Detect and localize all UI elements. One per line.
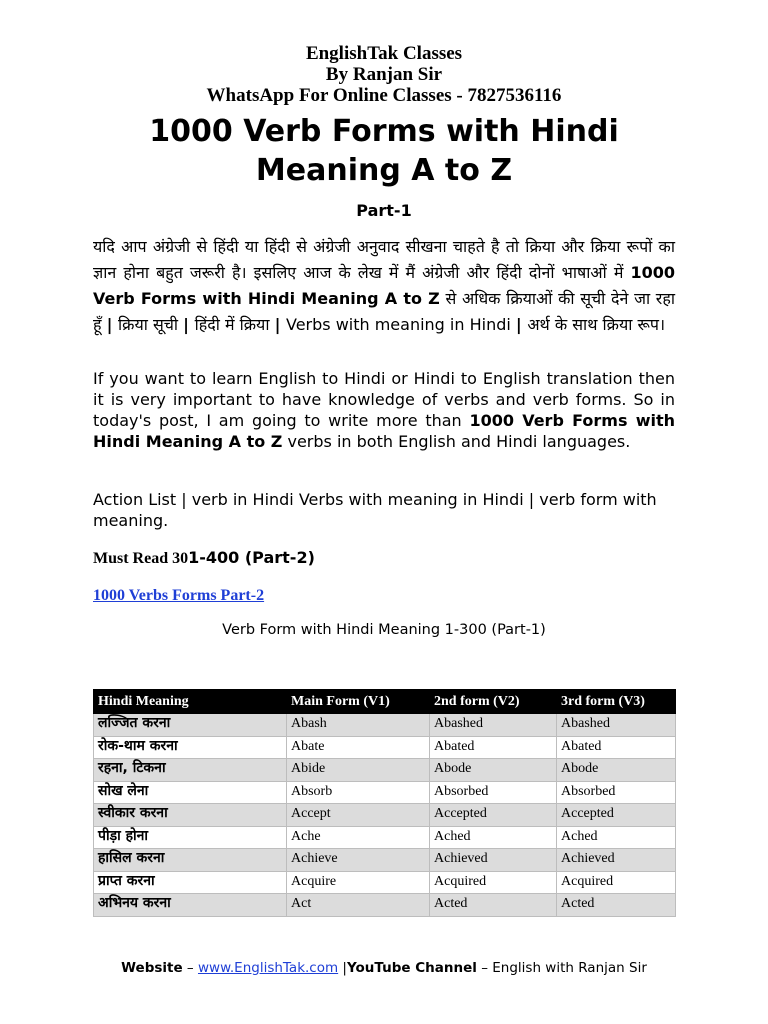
table-row <box>94 736 676 759</box>
hindi-bold-2: | <box>106 315 119 334</box>
part-label: Part-1 <box>356 201 412 220</box>
verb-forms-table <box>93 689 676 917</box>
title-line-1: 1000 Verb Forms with Hindi <box>149 114 619 149</box>
v1-cell: Achieve <box>287 849 430 872</box>
table-header-row <box>94 690 676 714</box>
hindi-meaning-cell: रहना, टिकना <box>94 759 287 782</box>
v2-cell: Abated <box>430 736 557 759</box>
action-list-paragraph: Action List | verb in Hindi Verbs with meaning in Hindi | verb form with meaning. <box>93 490 657 530</box>
english-intro-paragraph <box>93 368 675 452</box>
v1-cell: Absorb <box>287 781 430 804</box>
footer-website-label: Website <box>121 960 183 976</box>
page-title <box>0 112 768 190</box>
part-2-link[interactable]: 1000 Verbs Forms Part-2 <box>93 587 265 604</box>
v3-cell: Accepted <box>557 804 676 827</box>
hindi-text-4: हिंदी में क्रिया <box>194 315 275 334</box>
must-read-part-2: 1-400 (Part-2) <box>188 548 315 567</box>
hindi-text-1: यदि आप अंग्रेजी से हिंदी या हिंदी से अंग्रेजी अनुवाद सीखना चाहते है तो क्रिया और क्रिया रूपों का ज्ञान होना बहुत जरूरी है। इसलिए आज के लेख में मैं अंग्रेजी और हिंदी दोनों भाषाओं में <box>93 237 675 282</box>
v3-cell: Abated <box>557 736 676 759</box>
v1-cell: Acquire <box>287 871 430 894</box>
hindi-meaning-cell: पीड़ा होना <box>94 826 287 849</box>
table-row <box>94 804 676 827</box>
v2-cell: Abashed <box>430 714 557 737</box>
hindi-bold-4: | <box>274 315 286 334</box>
v2-cell: Absorbed <box>430 781 557 804</box>
column-header-v2: 2nd form (V2) <box>430 690 557 714</box>
v3-cell: Abashed <box>557 714 676 737</box>
hindi-text-6: अर्थ के साथ क्रिया रूप। <box>527 315 666 334</box>
footer-youtube-label: YouTube Channel <box>346 960 477 976</box>
hindi-meaning-cell: रोक-थाम करना <box>94 736 287 759</box>
title-line-2: Meaning A to Z <box>255 153 513 188</box>
v1-cell: Abash <box>287 714 430 737</box>
v1-cell: Accept <box>287 804 430 827</box>
v3-cell: Ached <box>557 826 676 849</box>
header-block <box>0 43 768 106</box>
must-read-line <box>93 548 315 568</box>
footer-dash-2: – <box>476 960 493 976</box>
table-row <box>94 826 676 849</box>
v1-cell: Abide <box>287 759 430 782</box>
hindi-text-5: Verbs with meaning in Hindi <box>285 315 516 334</box>
column-header-hindi: Hindi Meaning <box>94 690 287 714</box>
v3-cell: Acquired <box>557 871 676 894</box>
v1-cell: Ache <box>287 826 430 849</box>
v1-cell: Act <box>287 894 430 917</box>
column-header-v3: 3rd form (V3) <box>557 690 676 714</box>
hindi-meaning-cell: अभिनय करना <box>94 894 287 917</box>
hindi-text-2: से अधिक क्रियाओं की सूची देने जा रहा हूँ <box>93 289 675 334</box>
hindi-bold-1: 1000 Verb Forms with Hindi Meaning A to Z <box>93 263 675 308</box>
hindi-bold-5: | <box>515 315 528 334</box>
v2-cell: Abode <box>430 759 557 782</box>
v3-cell: Absorbed <box>557 781 676 804</box>
column-header-v1: Main Form (V1) <box>287 690 430 714</box>
hindi-meaning-cell: प्राप्त करना <box>94 871 287 894</box>
table-row <box>94 871 676 894</box>
v2-cell: Accepted <box>430 804 557 827</box>
v2-cell: Acquired <box>430 871 557 894</box>
hindi-meaning-cell: लज्जित करना <box>94 714 287 737</box>
header-brand: EnglishTak Classes <box>305 43 463 64</box>
footer-youtube-name: English with Ranjan Sir <box>492 960 647 976</box>
hindi-meaning-cell: हासिल करना <box>94 849 287 872</box>
header-author: By Ranjan Sir <box>325 64 443 85</box>
table-row <box>94 759 676 782</box>
v1-cell: Abate <box>287 736 430 759</box>
v3-cell: Achieved <box>557 849 676 872</box>
footer-website-link[interactable]: www.EnglishTak.com <box>197 960 339 976</box>
table-row <box>94 894 676 917</box>
english-text-2: verbs in both English and Hindi languages. <box>282 432 631 451</box>
table-row <box>94 714 676 737</box>
table-row <box>94 781 676 804</box>
footer-separator: | <box>338 960 347 976</box>
english-bold-1: 1000 Verb Forms with Hindi Meaning A to Z <box>93 411 676 451</box>
page-footer <box>0 960 768 976</box>
v2-cell: Achieved <box>430 849 557 872</box>
header-whatsapp: WhatsApp For Online Classes - 7827536116 <box>206 85 562 106</box>
table-row <box>94 849 676 872</box>
v3-cell: Abode <box>557 759 676 782</box>
hindi-meaning-cell: स्वीकार करना <box>94 804 287 827</box>
v2-cell: Acted <box>430 894 557 917</box>
hindi-intro-paragraph <box>93 234 675 338</box>
v3-cell: Acted <box>557 894 676 917</box>
hindi-text-3: क्रिया सूची <box>118 315 184 334</box>
hindi-meaning-cell: सोख लेना <box>94 781 287 804</box>
table-caption: Verb Form with Hindi Meaning 1-300 (Part-1) <box>222 622 546 638</box>
hindi-bold-3: | <box>183 315 195 334</box>
must-read-part-1: Must Read 30 <box>93 550 189 567</box>
footer-dash-1: – <box>182 960 198 976</box>
v2-cell: Ached <box>430 826 557 849</box>
english-text-1: If you want to learn English to Hindi or Hindi to English translation then it is very important to have knowledge of verbs and verb forms. So in today's post, I am going to write more than <box>93 369 675 430</box>
